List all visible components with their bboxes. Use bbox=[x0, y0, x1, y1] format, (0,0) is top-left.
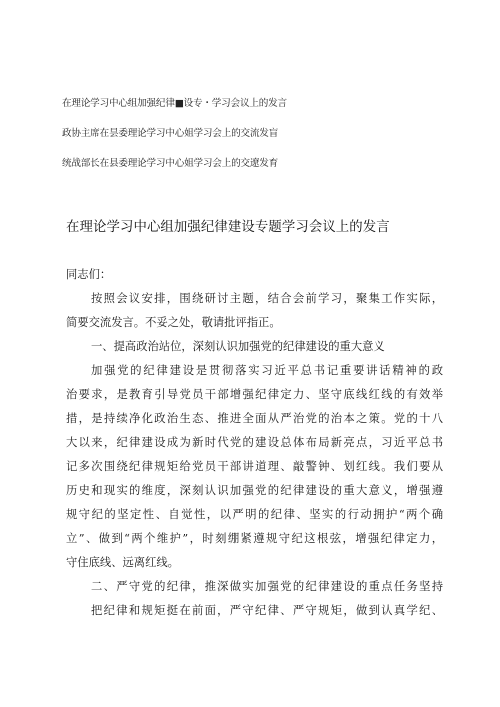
paragraph-line: 措，是持续净化政治生态、推进全面从严治党的治本之策。党的十八 bbox=[66, 412, 443, 425]
paragraph-line: 加强党的纪律建设是贯彻落实习近平总书记重要讲话精神的政 bbox=[91, 364, 443, 377]
section-heading: 二、严守党的纪律，推深做实加强党的纪律建设的重点任务坚持 bbox=[91, 580, 443, 593]
paragraph-line: 规守纪的坚定性、自觉性，以严明的纪律、坚实的行动拥护“两个确 bbox=[66, 508, 443, 521]
document-body bbox=[66, 263, 443, 623]
paragraph-line: 大以来，纪律建设成为新时代党的建设总体布局新亮点，习近平总书 bbox=[66, 436, 443, 449]
salutation: 同志们： bbox=[66, 268, 112, 281]
document-title: 在理论学习中心组加强纪律建设专题学习会议上的发言 bbox=[66, 220, 390, 235]
paragraph-line: 把纪律和规矩挺在前面，严守纪律、严守规矩，做到认真学纪、 bbox=[91, 604, 443, 617]
related-article-link[interactable]: 在理论学习中心组加强纪律■设专・学习会议上的发言 bbox=[62, 98, 287, 109]
paragraph-line: 按照会议安排，围绕研讨主题，结合会前学习，聚集工作实际， bbox=[91, 292, 443, 305]
paragraph-line: 治要求，是教育引导党员干部增强纪律定力、坚守底线红线的有效举 bbox=[66, 388, 443, 401]
paragraph-line: 记多次围绕纪律规矩给党员干部讲道理、敲警钟、划红线。我们要从 bbox=[66, 460, 443, 473]
related-article-link[interactable]: 统战部长在县委理论学习中心姐学习会上的交遼发育 bbox=[62, 158, 279, 169]
paragraph-line: 立”、做到“两个维护”，时刻绷紧遵规守纪这根弦，增强纪律定力， bbox=[66, 532, 443, 545]
paragraph-line: 历史和现实的维度，深刻认识加强党的纪律建设的重大意义，增强遵 bbox=[66, 484, 443, 497]
related-articles-list bbox=[62, 97, 462, 170]
related-article-link[interactable]: 政协主席在昙委理论学习中心姐学习会上的交流发盲 bbox=[62, 128, 279, 139]
paragraph-line: 简要交流发言。不妥之处，敬请批评指正。 bbox=[66, 316, 281, 329]
paragraph-line: 守住底线、远离红线。 bbox=[66, 556, 179, 569]
section-heading: 一、提高政治站位，深刻认识加强党的纪律建设的重大意义 bbox=[91, 340, 385, 353]
